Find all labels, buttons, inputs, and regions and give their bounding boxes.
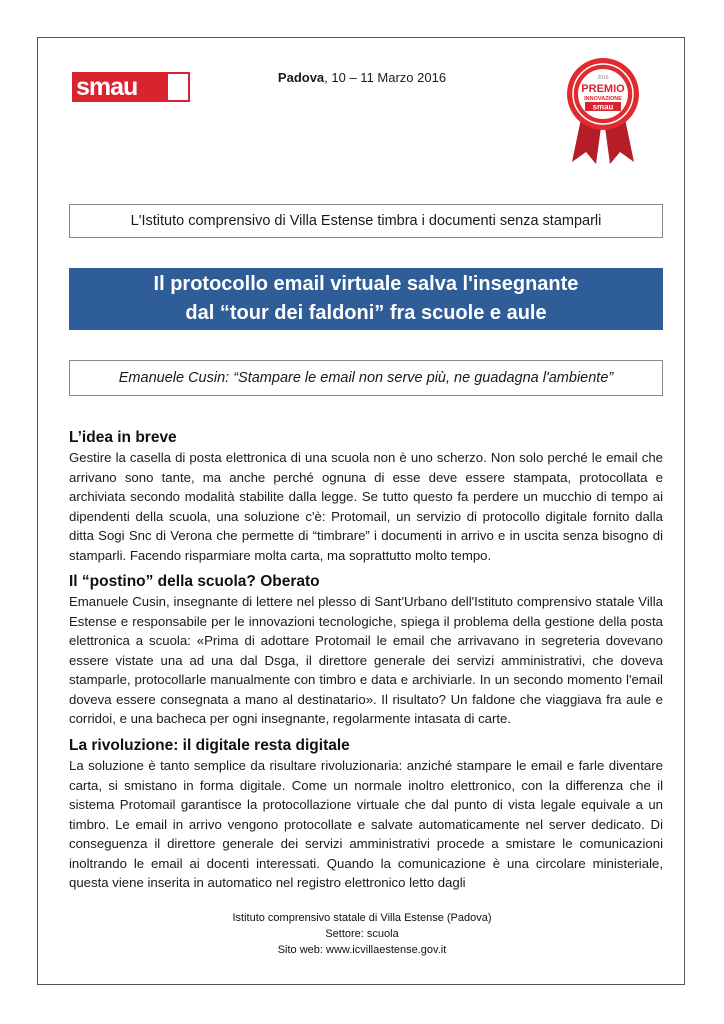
footer-sector: Settore: scuola <box>325 928 399 940</box>
premio-innovazione-badge-icon <box>560 54 646 166</box>
badge-line1: PREMIO <box>581 83 625 95</box>
section-idea <box>69 428 663 565</box>
date-place: Padova <box>277 70 325 85</box>
smau-logo-text: smau <box>76 73 138 101</box>
section-body: La soluzione è tanto semplice da risultare rivoluzionaria: anziché stampare le email e farle diventare carta, si smistano in forma digitale. Come un normale inoltro elettronico, con la differenza che il sistema Protomail garantisce la protocollazione virtuale che dal punto di vista legale equivale a un timbro. Le email in arrivo vengono protocollate e salvate automaticamente nel server dedicato. Di conseguenza il direttore generale dei servizi amministrativi procede a smistare le comunicazioni inoltrando le email ai docenti interessati. Quando la comunicazione è una circolare ministeriale, questa viene inserita in automatico nel registro elettronico letto dagli <box>69 758 663 890</box>
section-rivoluzione <box>69 736 663 893</box>
footer-institute: Istituto comprensivo statale di Villa Estense (Padova) <box>232 912 492 924</box>
section-body: Gestire la casella di posta elettronica di una scuola non è uno scherzo. Non solo perché le email che arrivano sono tante, ma anche perché ognuna di esse deve essere stampata, protocollata e archiviata secondo modalità stabilite dalla legge. Se tutto questo fa perdere un mucchio di tempo ai dipendenti della scuola, una soluzione c'è: Protomail, un servizio di protocollo digitale fornito dalla ditta Sogi Snc di Verona che permette di “timbrare” i documenti in arrivo e in uscita senza bisogno di stamparli. Facendo risparmiare molta carta, ma soprattutto molto tempo. <box>69 450 663 563</box>
date-rest: , 10 – 11 Marzo 2016 <box>324 70 447 85</box>
badge-line2: INNOVAZIONE <box>584 96 622 102</box>
section-heading: Il “postino” della scuola? Oberato <box>69 573 320 590</box>
subtitle: L'Istituto comprensivo di Villa Estense timbra i documenti senza stamparli <box>130 213 602 229</box>
badge-line3: smau <box>592 102 614 112</box>
section-heading: La rivoluzione: il digitale resta digitale <box>69 737 350 754</box>
section-postino <box>69 572 663 729</box>
headline-line2: dal “tour dei faldoni” fra scuole e aule <box>185 302 547 324</box>
subtitle-box <box>69 204 663 238</box>
section-body: Emanuele Cusin, insegnante di lettere nel plesso di Sant'Urbano dell'Istituto comprensivo statale Villa Estense e responsabile per le innovazioni tecnologiche, spiega il problema della gestione della posta elettronica a scuola: «Prima di adottare Protomail le email che arrivavano in segreteria dovevano essere vistate una ad una dal Dsga, il direttore generale dei servizi amministrativi, che doveva stamparle, protocollarle manualmente con timbro e data e archiviarle. In un secondo momento l'email doveva essere consegnata a mano al destinatario». Il risultato? Un faldone che viaggiava fra aule e corridoi, e una bacheca per ogni insegnante, regolarmente intasata di carte. <box>69 594 663 726</box>
footer-website: Sito web: www.icvillaestense.gov.it <box>277 944 447 956</box>
headline-banner <box>69 268 663 330</box>
section-heading: L’idea in breve <box>69 429 177 446</box>
badge-year: 2016 <box>597 75 609 81</box>
headline-line1: Il protocollo email virtuale salva l'insegnante <box>153 273 579 295</box>
quote-text: Emanuele Cusin: “Stampare le email non serve più, ne guadagna l'ambiente” <box>118 370 614 386</box>
footer <box>0 910 724 958</box>
quote-box <box>69 360 663 396</box>
